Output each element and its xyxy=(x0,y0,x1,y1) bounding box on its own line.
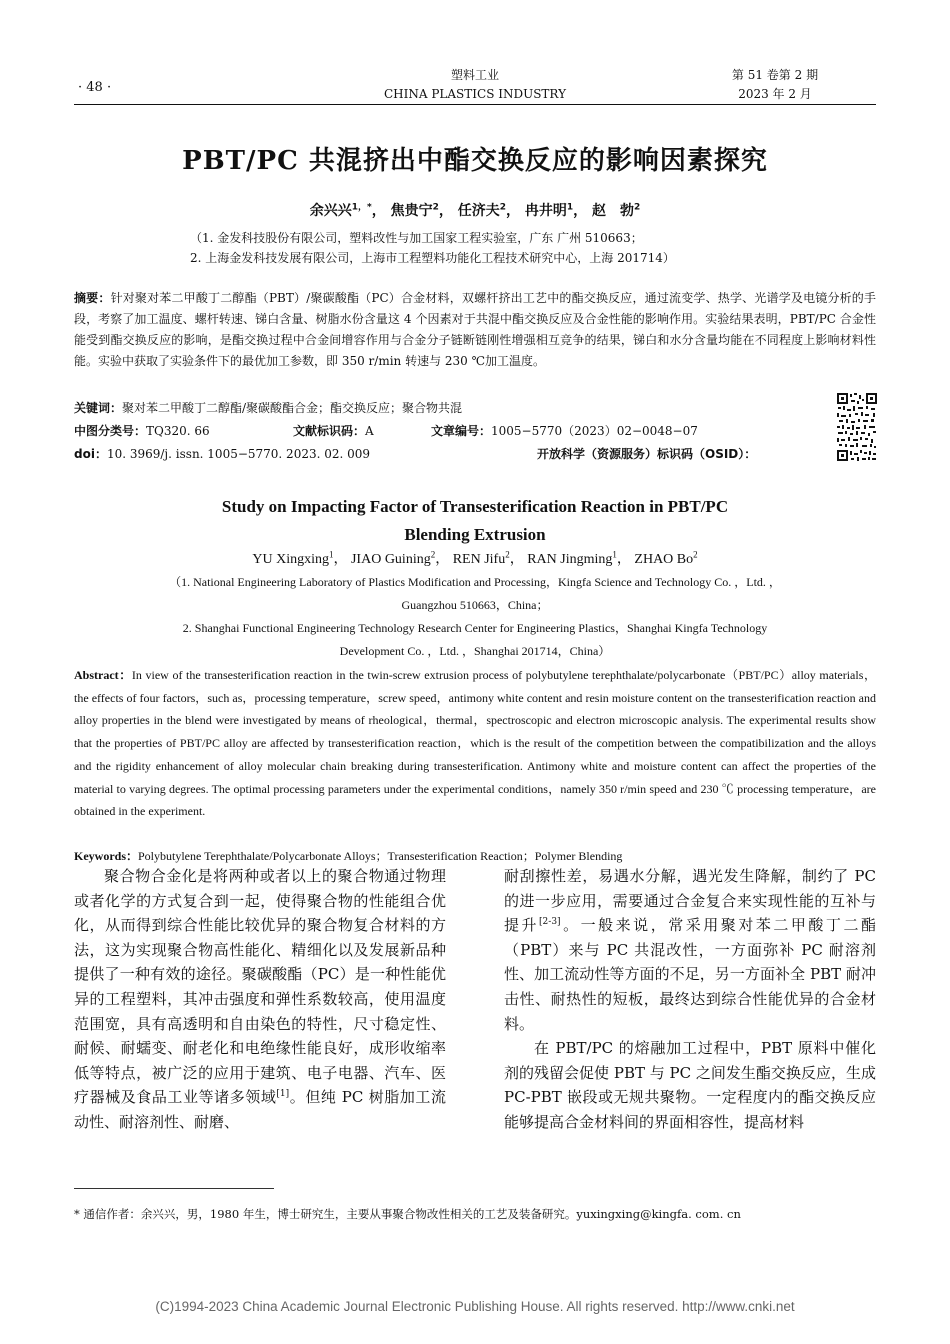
body-text: 。但纯 PC 树脂加工流动性、耐溶剂性、耐磨、 xyxy=(74,1088,446,1131)
body-column-right xyxy=(504,864,876,1135)
keywords-en xyxy=(74,847,622,864)
author-sup: 1 xyxy=(566,202,574,213)
citation[interactable]: [2-3] xyxy=(539,917,561,928)
header-rule xyxy=(74,104,876,105)
author: RAN Jingming xyxy=(527,552,613,567)
paper-title-cn: PBT/PC 共混挤出中酯交换反应的影响因素探究 xyxy=(182,146,768,176)
author: JIAO Guining xyxy=(350,552,431,567)
volume-issue: 第 51 卷第 2 期 xyxy=(731,68,819,82)
author-sep: ， xyxy=(573,203,588,219)
keywords-label: Keywords： xyxy=(74,849,138,863)
abstract-label: Abstract： xyxy=(74,668,132,682)
affiliations-en xyxy=(100,571,850,663)
osid-qr-code[interactable] xyxy=(836,392,878,462)
clc-value: TQ320. 66 xyxy=(146,424,210,438)
corresponding-author-footnote: * 通信作者：余兴兴，男，1980 年生，博士研究生，主要从事聚合物改性相关的工艺及装备研究。yuxingxing@kingfa. com. cn xyxy=(74,1207,741,1221)
abstract-text: In view of the transesterification reaction in the twin-screw extrusion process of polybutylene terephthalate/polycarbonate（PBT/PC）alloy materials，the effects of four factors，such as，processing temperature，screw speed，antimony white content and resin moisture content on the transesterification reaction and alloy properties in the blend were investigated by means of rheological，thermal，spectroscopic and electron microscopic analysis. The experimental results show that the properties of PBT/PC alloy are affected by transesterification reaction，which is the result of the competition between the compatibilization and the alloys and the rigidity enhancement of alloy molecular chain breaking during transesterification. Antimony white and moisture content can affect the properties of the material to varying degrees. The optimal processing parameters under the experimental conditions，namely 350 r/min speed and 230 ℃ processing temperature，are obtained in the experiment. xyxy=(74,668,877,819)
author-sup: 2 xyxy=(499,202,506,213)
author: 余兴兴 xyxy=(309,203,352,219)
body-paragraph: 在 PBT/PC 的熔融加工过程中，PBT 原料中催化剂的残留会促使 PBT 与 PC 之间发生酯交换反应，生成 PC-PBT 嵌段或无规共聚物。一定程度内的酯交换反应能够提高合金材料间的界面相容性，提高材料 xyxy=(504,1039,876,1131)
body-text: 耐刮擦性差，易遇水分解，遇光发生降解，制约了 PC 的进一步应用，需要通过合金复合来实现性能的互补与提升 xyxy=(504,867,876,935)
page-number: · 48 · xyxy=(78,80,112,95)
author-list-cn xyxy=(74,200,876,220)
author-sep: ， xyxy=(509,552,524,567)
copyright-notice: (C)1994-2023 China Academic Journal Electronic Publishing House. All rights reserved. http://www.cnki.net xyxy=(155,1299,795,1314)
author-sup: 2 xyxy=(634,202,641,213)
journal-header xyxy=(300,66,650,104)
body-paragraph xyxy=(74,864,446,1135)
doi xyxy=(74,445,370,462)
author-sep: ， xyxy=(435,552,450,567)
keywords-label: 关键词： xyxy=(74,401,123,415)
affiliation: 2. 上海金发科技发展有限公司，上海市工程塑料功能化工程技术研究中心，上海 201714） xyxy=(190,251,675,265)
footnote-rule xyxy=(74,1188,274,1189)
affiliation: （1. National Engineering Laboratory of Plastics Modification and Processing，Kingfa Science and Technology Co. ，Ltd. ， xyxy=(169,575,781,589)
keywords-text: 聚对苯二甲酸丁二醇酯/聚碳酸酯合金；酯交换反应；聚合物共混 xyxy=(122,401,463,415)
author-sup: 2 xyxy=(432,202,439,213)
article-no-value: 1005−5770（2023）02−0048−07 xyxy=(491,424,698,438)
abstract-en xyxy=(74,664,876,823)
author-sup: 1 xyxy=(328,549,334,560)
author: 赵 勃 xyxy=(592,203,634,219)
journal-name-en: CHINA PLASTICS INDUSTRY xyxy=(383,87,567,101)
author: 任济夫 xyxy=(457,203,500,219)
author-sep: ， xyxy=(371,203,386,219)
affiliations-cn xyxy=(190,228,810,268)
doc-code-label: 文献标识码： xyxy=(293,424,366,438)
paper-title-en xyxy=(74,493,876,549)
author-sup: 2 xyxy=(430,549,436,560)
author-sep: ， xyxy=(438,203,453,219)
author: 冉井明 xyxy=(524,203,567,219)
author-sup: 2 xyxy=(505,549,510,560)
keywords-cn xyxy=(74,399,462,416)
article-number xyxy=(431,422,698,439)
author: YU Xingxing xyxy=(252,552,329,567)
osid-label: 开放科学（资源服务）标识码（OSID）： xyxy=(537,447,757,461)
abstract-label: 摘要： xyxy=(74,291,111,305)
author-sup: 2 xyxy=(693,549,698,560)
affiliation: Guangzhou 510663，China； xyxy=(401,598,549,612)
doc-code-value: A xyxy=(365,424,374,438)
author-sep: ， xyxy=(616,552,631,567)
issue-info xyxy=(720,66,830,104)
affiliation: （1. 金发科技股份有限公司，塑料改性与加工国家工程实验室，广东 广州 510663； xyxy=(190,231,643,245)
body-text: 。一般来说，常采用聚对苯二甲酸丁二酯（PBT）来与 PC 共混改性，一方面弥补 PC 耐溶剂性、加工流动性等方面的不足，另一方面补全 PBT 耐冲击性、耐热性的短板，最终达到综合性能优异的合金材料。 xyxy=(504,916,876,1033)
body-text: 聚合物合金化是将两种或者以上的聚合物通过物理或者化学的方式复合到一起，使得聚合物的性能组合优化，从而得到综合性能比较优异的聚合物复合材料的方法，这为实现聚合物高性能化、精细化以及发展新品种提供了一种有效的途径。聚碳酸酯（PC）是一种性能优异的工程塑料，其冲击强度和弹性系数较高，使用温度范围宽，具有高透明和自由染色的特性，尺寸稳定性、耐候、耐蠕变、耐老化和电绝缘性能良好，成形收缩率低等特点，被广泛的应用于建筑、电子电器、汽车、医疗器械及食品工业等诸多领域 xyxy=(74,867,446,1107)
title-line: Study on Impacting Factor of Transesterification Reaction in PBT/PC xyxy=(221,497,729,516)
citation[interactable]: [1] xyxy=(276,1089,290,1100)
keywords-text: Polybutylene Terephthalate/Polycarbonate Alloys；Transesterification Reaction；Polymer Blending xyxy=(138,849,623,863)
body-paragraph xyxy=(504,864,876,1036)
affiliation: 2. Shanghai Functional Engineering Technology Research Center for Engineering Plastics，Shanghai Kingfa Technology xyxy=(182,621,768,635)
abstract-cn xyxy=(74,288,876,372)
author-sup: 1 xyxy=(612,549,617,560)
body-column-left xyxy=(74,864,446,1135)
author: REN Jifu xyxy=(452,552,506,567)
author: ZHAO Bo xyxy=(634,552,694,567)
clc-number xyxy=(74,422,210,439)
article-no-label: 文章编号： xyxy=(431,424,492,438)
author: 焦贵宁 xyxy=(390,203,433,219)
affiliation: Development Co. ，Ltd. ，Shanghai 201714，China） xyxy=(339,644,611,658)
issue-date: 2023 年 2 月 xyxy=(738,87,812,101)
author-sep: ， xyxy=(505,203,520,219)
journal-name-cn: 塑料工业 xyxy=(450,68,499,82)
title-line: Blending Extrusion xyxy=(404,525,546,544)
author-sep: ， xyxy=(333,552,348,567)
document-code xyxy=(293,422,374,439)
clc-label: 中图分类号： xyxy=(74,424,147,438)
doi-value: 10. 3969/j. issn. 1005−5770. 2023. 02. 009 xyxy=(106,447,371,461)
author-sup: 1，* xyxy=(351,202,372,213)
doi-label: doi： xyxy=(74,447,107,461)
author-list-en xyxy=(74,548,876,568)
abstract-text: 针对聚对苯二甲酸丁二醇酯（PBT）/聚碳酸酯（PC）合金材料，双螺杆挤出工艺中的酯交换反应，通过流变学、热学、光谱学及电镜分析的手段，考察了加工温度、螺杆转速、锑白含量、树脂水份含量这 4 个因素对于共混中酯交换反应及合金性能的影响作用。实验结果表明，PBT/PC 合金性能受到酯交换反应的影响，是酯交换过程中合金间增容作用与合金分子链断链刚性增强相互竞争的结果，锑白和水分含量均能在不同程度上影响材料性能。实验中获取了实验条件下的最优加工参数，即 350 r/min 转速与 230 ℃加工温度。 xyxy=(74,291,876,368)
